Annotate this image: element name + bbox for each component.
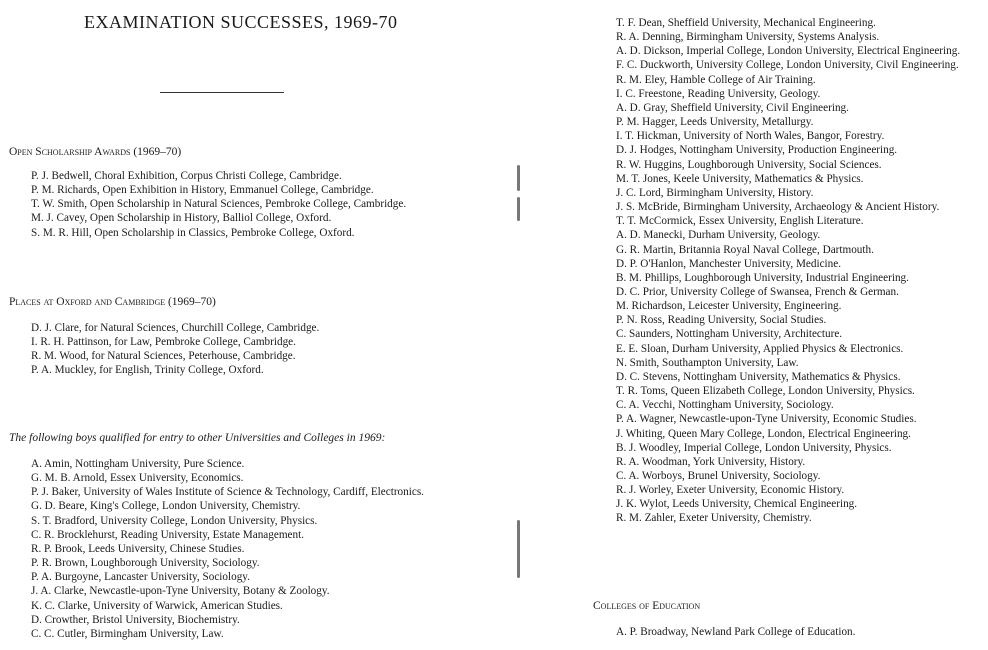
list-item: C. Saunders, Nottingham University, Architecture. <box>616 328 843 341</box>
list-colleges-of-education <box>616 625 855 639</box>
list-item: A. Amin, Nottingham University, Pure Science. <box>31 458 245 470</box>
list-item: J. Whiting, Queen Mary College, London, Electrical Engineering. <box>616 427 911 440</box>
list-item: C. C. Cutler, Birmingham University, Law. <box>31 627 224 640</box>
list-item: S. M. R. Hill, Open Scholarship in Classics, Pembroke College, Oxford. <box>31 226 355 239</box>
binding-staple <box>517 197 520 221</box>
list-item: T. W. Smith, Open Scholarship in Natural Sciences, Pembroke College, Cambridge. <box>31 198 407 211</box>
list-item: R. M. Wood, for Natural Sciences, Peterhouse, Cambridge. <box>31 350 296 363</box>
list-item: G. R. Martin, Britannia Royal Naval College, Dartmouth. <box>616 243 874 256</box>
list-item: I. R. H. Pattinson, for Law, Pembroke College, Cambridge. <box>31 336 296 349</box>
list-item: A. D. Manecki, Durham University, Geology. <box>616 229 821 242</box>
list-item: M. Richardson, Leicester University, Engineering. <box>616 300 842 313</box>
list-item: C. A. Vecchi, Nottingham University, Sociology. <box>616 399 834 412</box>
list-item: R. M. Eley, Hamble College of Air Training. <box>616 73 816 86</box>
list-item: R. J. Worley, Exeter University, Economic History. <box>616 484 845 497</box>
list-open-scholarships <box>31 169 406 240</box>
list-item: D. C. Prior, University College of Swansea, French & German. <box>616 285 899 298</box>
list-oxford-cambridge <box>31 321 319 378</box>
list-item: D. C. Stevens, Nottingham University, Mathematics & Physics. <box>616 370 901 383</box>
list-item: R. A. Woodman, York University, History. <box>616 455 806 468</box>
heading-oxford-cambridge: Places at Oxford and Cambridge (1969–70) <box>9 296 216 308</box>
list-item: T. F. Dean, Sheffield University, Mechanical Engineering. <box>616 17 876 29</box>
list-item: J. A. Clarke, Newcastle-upon-Tyne University, Botany & Zoology. <box>31 585 330 598</box>
list-item: P. M. Richards, Open Exhibition in History, Emmanuel College, Cambridge. <box>31 184 374 197</box>
list-item: C. A. Worboys, Brunel University, Sociology. <box>616 470 821 482</box>
list-item: R. M. Zahler, Exeter University, Chemistry. <box>616 512 812 525</box>
list-item: T. R. Toms, Queen Elizabeth College, London University, Physics. <box>616 385 915 398</box>
title-rule <box>160 92 284 93</box>
heading-open-scholarships: Open Scholarship Awards (1969–70) <box>9 146 182 158</box>
list-item: E. E. Sloan, Durham University, Applied Physics & Electronics. <box>616 342 904 355</box>
list-other-universities-right <box>616 16 960 526</box>
list-item: M. T. Jones, Keele University, Mathematics & Physics. <box>616 172 864 185</box>
list-item: D. J. Hodges, Nottingham University, Production Engineering. <box>616 144 898 157</box>
list-item: S. T. Bradford, University College, London University, Physics. <box>31 514 318 527</box>
list-item: I. C. Freestone, Reading University, Geology. <box>616 87 821 100</box>
list-item: P. J. Baker, University of Wales Institute of Science & Technology, Cardiff, Electronics. <box>31 486 424 499</box>
list-other-universities-left <box>31 457 424 641</box>
list-item: C. R. Brocklehurst, Reading University, Estate Management. <box>31 528 305 541</box>
list-item: D. J. Clare, for Natural Sciences, Churchill College, Cambridge. <box>31 322 320 334</box>
list-item: T. T. McCormick, Essex University, English Literature. <box>616 215 864 228</box>
list-item: A. P. Broadway, Newland Park College of Education. <box>616 626 856 638</box>
list-item: B. J. Woodley, Imperial College, London University, Physics. <box>616 441 892 454</box>
list-item: P. M. Hagger, Leeds University, Metallurgy. <box>616 116 814 129</box>
list-item: D. Crowther, Bristol University, Biochemistry. <box>31 613 240 626</box>
list-item: P. A. Muckley, for English, Trinity College, Oxford. <box>31 364 264 377</box>
list-item: M. J. Cavey, Open Scholarship in History, Balliol College, Oxford. <box>31 212 332 225</box>
list-item: R. P. Brook, Leeds University, Chinese Studies. <box>31 542 245 555</box>
list-item: P. A. Burgoyne, Lancaster University, Sociology. <box>31 571 250 584</box>
list-item: A. D. Dickson, Imperial College, London University, Electrical Engineering. <box>616 45 961 58</box>
list-item: P. A. Wagner, Newcastle-upon-Tyne University, Economic Studies. <box>616 413 917 426</box>
intro-other-universities: The following boys qualified for entry to other Universities and Colleges in 1969: <box>9 432 386 444</box>
list-item: R. W. Huggins, Loughborough University, Social Sciences. <box>616 158 882 171</box>
list-item: J. K. Wylot, Leeds University, Chemical Engineering. <box>616 498 858 511</box>
list-item: P. J. Bedwell, Choral Exhibition, Corpus Christi College, Cambridge. <box>31 170 342 182</box>
heading-colleges-of-education: Colleges of Education <box>593 600 701 612</box>
list-item: J. S. McBride, Birmingham University, Archaeology & Ancient History. <box>616 201 940 214</box>
list-item: A. D. Gray, Sheffield University, Civil Engineering. <box>616 101 849 114</box>
list-item: F. C. Duckworth, University College, London University, Civil Engineering. <box>616 59 959 72</box>
list-item: P. N. Ross, Reading University, Social Studies. <box>616 314 827 327</box>
list-item: N. Smith, Southampton University, Law. <box>616 356 799 369</box>
list-item: P. R. Brown, Loughborough University, Sociology. <box>31 557 260 570</box>
list-item: D. P. O'Hanlon, Manchester University, Medicine. <box>616 257 841 270</box>
list-item: J. C. Lord, Birmingham University, History. <box>616 186 814 199</box>
list-item: G. M. B. Arnold, Essex University, Economics. <box>31 472 244 485</box>
list-item: K. C. Clarke, University of Warwick, American Studies. <box>31 599 283 612</box>
page-title: EXAMINATION SUCCESSES, 1969-70 <box>84 12 398 32</box>
binding-staple <box>517 165 520 191</box>
list-item: I. T. Hickman, University of North Wales, Bangor, Forestry. <box>616 130 885 143</box>
list-item: G. D. Beare, King's College, London University, Chemistry. <box>31 500 301 513</box>
list-item: R. A. Denning, Birmingham University, Systems Analysis. <box>616 31 880 44</box>
list-item: B. M. Phillips, Loughborough University, Industrial Engineering. <box>616 271 909 284</box>
binding-staple <box>517 520 520 578</box>
